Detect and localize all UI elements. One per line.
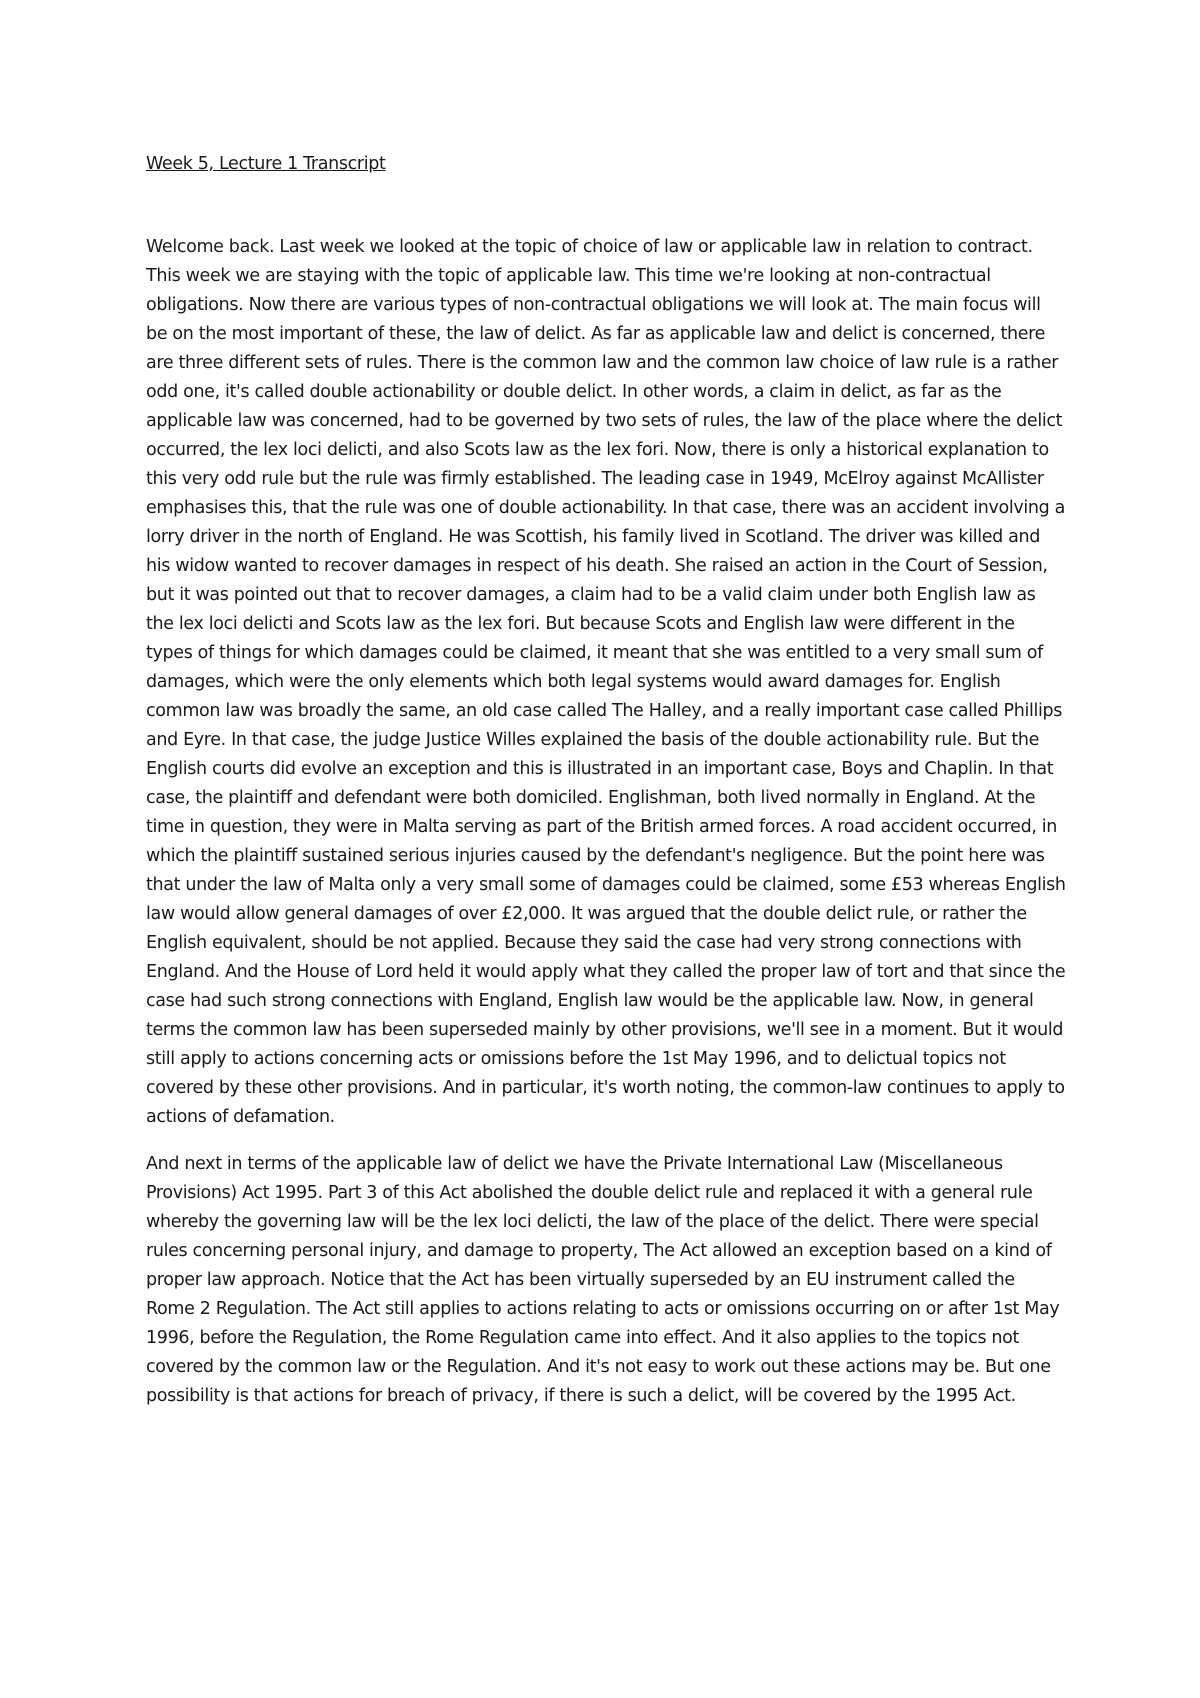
paragraph-1: Welcome back. Last week we looked at the topic of choice of law or applicable law in relation to contract. This week we are staying with the topic of applicable law. This time we're looking at non-contractual obligations. Now there are various types of non-contractual obligations we will look at. The main focus will be on the most important of these, the law of delict. As far as applicable law and delict is concerned, there are three different sets of rules. There is the common law and the common law choice of law rule is a rather odd one, it's called double actionability or double delict. In other words, a claim in delict, as far as the applicable law was concerned, had to be governed by two sets of rules, the law of the place where the delict occurred, the lex loci delicti, and also Scots law as the lex fori. Now, there is only a historical explanation to this very odd rule but the rule was firmly established. The leading case in 1949, McElroy against McAllister emphasises this, that the rule was one of double actionability. In that case, there was an accident involving a lorry driver in the north of England. He was Scottish, his family lived in Scotland. The driver was killed and his widow wanted to recover damages in respect of his death. She raised an action in the Court of Session, but it was pointed out that to recover damages, a claim had to be a valid claim under both English law as the lex loci delicti and Scots law as the lex fori. But because Scots and English law were different in the types of things for which damages could be claimed, it meant that she was entitled to a very small sum of damages, which were the only elements which both legal systems would award damages for. English common law was broadly the same, an old case called The Halley, and a really important case called Phillips and Eyre. In that case, the judge Justice Willes explained the basis of the double actionability rule. But the English courts did evolve an exception and this is illustrated in an important case, Boys and Chaplin. In that case, the plaintiff and defendant were both domiciled. Englishman, both lived normally in England. At the time in question, they were in Malta serving as part of the British armed forces. A road accident occurred, in which the plaintiff sustained serious injuries caused by the defendant's negligence. But the point here was that under the law of Malta only a very small some of damages could be claimed, some £53 whereas English law would allow general damages of over £2,000. It was argued that the double delict rule, or rather the English equivalent, should be not applied. Because they said the case had very strong connections with England. And the House of Lord held it would apply what they called the proper law of tort and that since the case had such strong connections with England, English law would be the applicable law. Now, in general terms the common law has been superseded mainly by other provisions, we'll see in a moment. But it would still apply to actions concerning acts or omissions before the 1st May 1996, and to delictual topics not covered by these other provisions. And in particular, it's worth noting, the common-law continues to apply to actions of defamation. [146, 237, 1066, 1127]
document-body [146, 150, 1066, 1429]
paragraph-2: And next in terms of the applicable law of delict we have the Private International Law (Miscellaneous Provisions) Act 1995. Part 3 of this Act abolished the double delict rule and replaced it with a general rule whereby the governing law will be the lex loci delicti, the law of the place of the delict. There were special rules concerning personal injury, and damage to property, The Act allowed an exception based on a kind of proper law approach. Notice that the Act has been virtually superseded by an EU instrument called the Rome 2 Regulation. The Act still applies to actions relating to acts or omissions occurring on or after 1st May 1996, before the Regulation, the Rome Regulation came into effect. And it also applies to the topics not covered by the common law or the Regulation. And it's not easy to work out these actions may be. But one possibility is that actions for breach of privacy, if there is such a delict, will be covered by the 1995 Act. [146, 1154, 1060, 1406]
document-title: Week 5, Lecture 1 Transcript [146, 154, 386, 174]
